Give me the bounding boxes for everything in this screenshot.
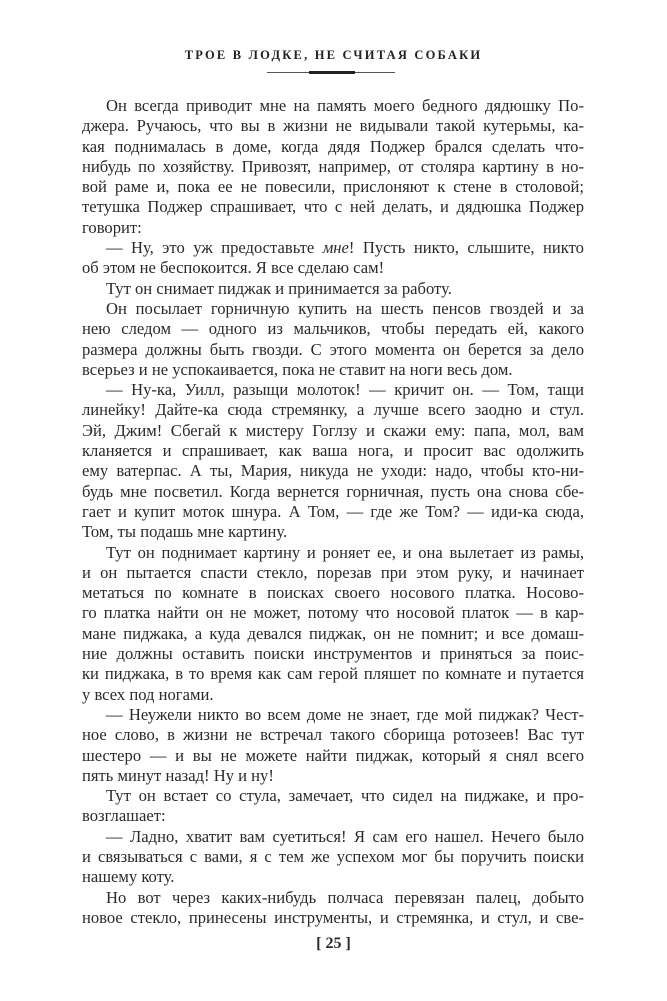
text-line	[82, 664, 584, 684]
italic-emphasis: мне	[322, 238, 349, 258]
text-segment: ки пиджака, в то время как сам герой пляшет по комнате и путается	[82, 664, 584, 684]
text-line	[82, 340, 584, 360]
text-line	[82, 218, 584, 238]
text-line	[82, 847, 584, 867]
text-segment: го платка найти он не может, потому что носовой платок — в кар-	[82, 603, 584, 623]
text-line	[82, 827, 584, 847]
text-line	[82, 583, 584, 603]
text-segment: метаться по комнате в поисках своего носового платка. Носово-	[82, 583, 584, 603]
text-segment: ! Пусть никто, слышите, никто	[348, 238, 584, 258]
text-segment: возглашает:	[82, 806, 166, 826]
text-segment: нибудь по хозяйству. Привозят, например, от столяра картину в но-	[82, 156, 584, 176]
running-title: ТРОЕ В ЛОДКЕ, НЕ СЧИТАЯ СОБАКИ	[184, 48, 483, 62]
text-segment: пять минут назад! Ну и ну!	[82, 765, 274, 785]
text-segment: размера должны быть гвозди. С этого момента он берется за дело	[82, 339, 584, 359]
text-line	[82, 806, 584, 826]
text-segment: вой раме и, пока ее не повесили, прислоняют к стене в столовой;	[82, 177, 584, 197]
text-line	[82, 299, 584, 319]
text-segment: Но вот через каких-нибудь полчаса перевязан палец, добыто	[106, 887, 584, 907]
text-line	[82, 624, 584, 644]
text-segment: тетушка Поджер спрашивает, что с ней делать, и дядюшка Поджер	[82, 197, 584, 217]
text-line	[82, 502, 584, 522]
text-line	[82, 116, 584, 136]
text-line	[82, 766, 584, 786]
text-segment: Он посылает горничную купить на шесть пенсов гвоздей и за	[106, 298, 584, 318]
text-segment: говорит:	[82, 217, 142, 237]
text-line	[82, 746, 584, 766]
text-segment: линейку! Дайте-ка сюда стремянку, а лучше всего заодно и стул.	[82, 400, 584, 420]
text-line	[82, 461, 584, 481]
text-line	[82, 258, 584, 278]
text-segment: кланяется и спрашивает, как ваша нога, и просит вас одолжить	[82, 441, 584, 461]
text-segment: ему ватерпас. А ты, Мария, никуда не уходи: надо, чтобы кто-ни-	[82, 461, 584, 481]
text-line	[82, 705, 584, 725]
text-segment: джера. Ручаюсь, что вы в жизни не видывали такой кутерьмы, ка-	[82, 116, 584, 136]
text-segment: — Ну-ка, Уилл, разыщи молоток! — кричит он. — Том, тащи	[106, 380, 584, 400]
text-segment: нею следом — одного из мальчиков, чтобы передать ей, какого	[82, 319, 584, 339]
text-line	[82, 238, 584, 258]
text-segment: шестеро — и вы не можете найти пиджак, который я снял всего	[82, 745, 584, 765]
text-segment: Тут он поднимает картину и роняет ее, и она вылетает из рамы,	[106, 542, 584, 562]
title-divider-accent	[309, 71, 355, 74]
text-line	[82, 725, 584, 745]
text-segment: Том, ты подашь мне картину.	[82, 522, 288, 542]
text-segment: и связываться с вами, я с тем же успехом мог бы поручить поиски	[82, 846, 584, 866]
text-segment: Тут он снимает пиджак и принимается за работу.	[106, 278, 452, 298]
text-line	[82, 522, 584, 542]
text-line	[82, 137, 584, 157]
text-segment: Эй, Джим! Сбегай к мистеру Гоглзу и скажи ему: папа, мол, вам	[82, 420, 584, 440]
text-segment: мане пиджака, а куда девался пиджак, он не помнит; и все домаш-	[82, 623, 584, 643]
text-segment: Тут он встает со стула, замечает, что сидел на пиджаке, и про-	[106, 786, 584, 806]
text-line	[82, 482, 584, 502]
text-line	[82, 177, 584, 197]
text-line	[82, 563, 584, 583]
text-line	[82, 441, 584, 461]
text-line	[82, 786, 584, 806]
text-line	[82, 400, 584, 420]
text-line	[82, 279, 584, 299]
text-segment: ние должны оставить поиски инструментов и приняться за поис-	[82, 644, 584, 664]
page-body-text	[82, 96, 584, 928]
text-segment: — Неужели никто во всем доме не знает, где мой пиджак? Чест-	[106, 704, 584, 724]
text-line	[82, 867, 584, 887]
text-line	[82, 603, 584, 623]
text-segment: — Ладно, хватит вам суетиться! Я сам его нашел. Нечего было	[106, 826, 584, 846]
text-segment: новое стекло, принесены инструменты, и стремянка, и стул, и све-	[82, 907, 584, 927]
text-line	[82, 644, 584, 664]
text-segment: нашему коту.	[82, 867, 175, 887]
text-line	[82, 380, 584, 400]
text-line	[82, 421, 584, 441]
text-segment: ное слово, в жизни не встречал такого сборища ротозеев! Вас тут	[82, 725, 584, 745]
text-segment: и он пытается спасти стекло, порезав при этом руку, и начинает	[82, 562, 584, 582]
text-segment: — Ну, это уж предоставьте	[106, 238, 323, 258]
text-line	[82, 908, 584, 928]
text-line	[82, 543, 584, 563]
text-segment: гает и купит моток шнура. А Том, — где же Том? — иди-ка сюда,	[82, 501, 584, 521]
text-line	[82, 319, 584, 339]
text-segment: у всех под ногами.	[82, 684, 214, 704]
text-segment: Он всегда приводит мне на память моего бедного дядюшку По-	[106, 96, 584, 115]
text-line	[82, 157, 584, 177]
text-line	[82, 96, 584, 116]
page-number: [ 25 ]	[316, 935, 351, 952]
text-segment: будь мне посветил. Когда вернется горничная, пусть она снова сбе-	[82, 481, 584, 501]
text-line	[82, 685, 584, 705]
text-line	[82, 360, 584, 380]
text-segment: кая поднималась в доме, когда дядя Поджер брался сделать что-	[82, 136, 584, 156]
text-segment: всерьез и не успокаивается, пока не ставит на ноги весь дом.	[82, 359, 513, 379]
text-segment: об этом не беспокоится. Я все сделаю сам!	[82, 258, 385, 278]
text-line	[82, 888, 584, 908]
text-line	[82, 197, 584, 217]
